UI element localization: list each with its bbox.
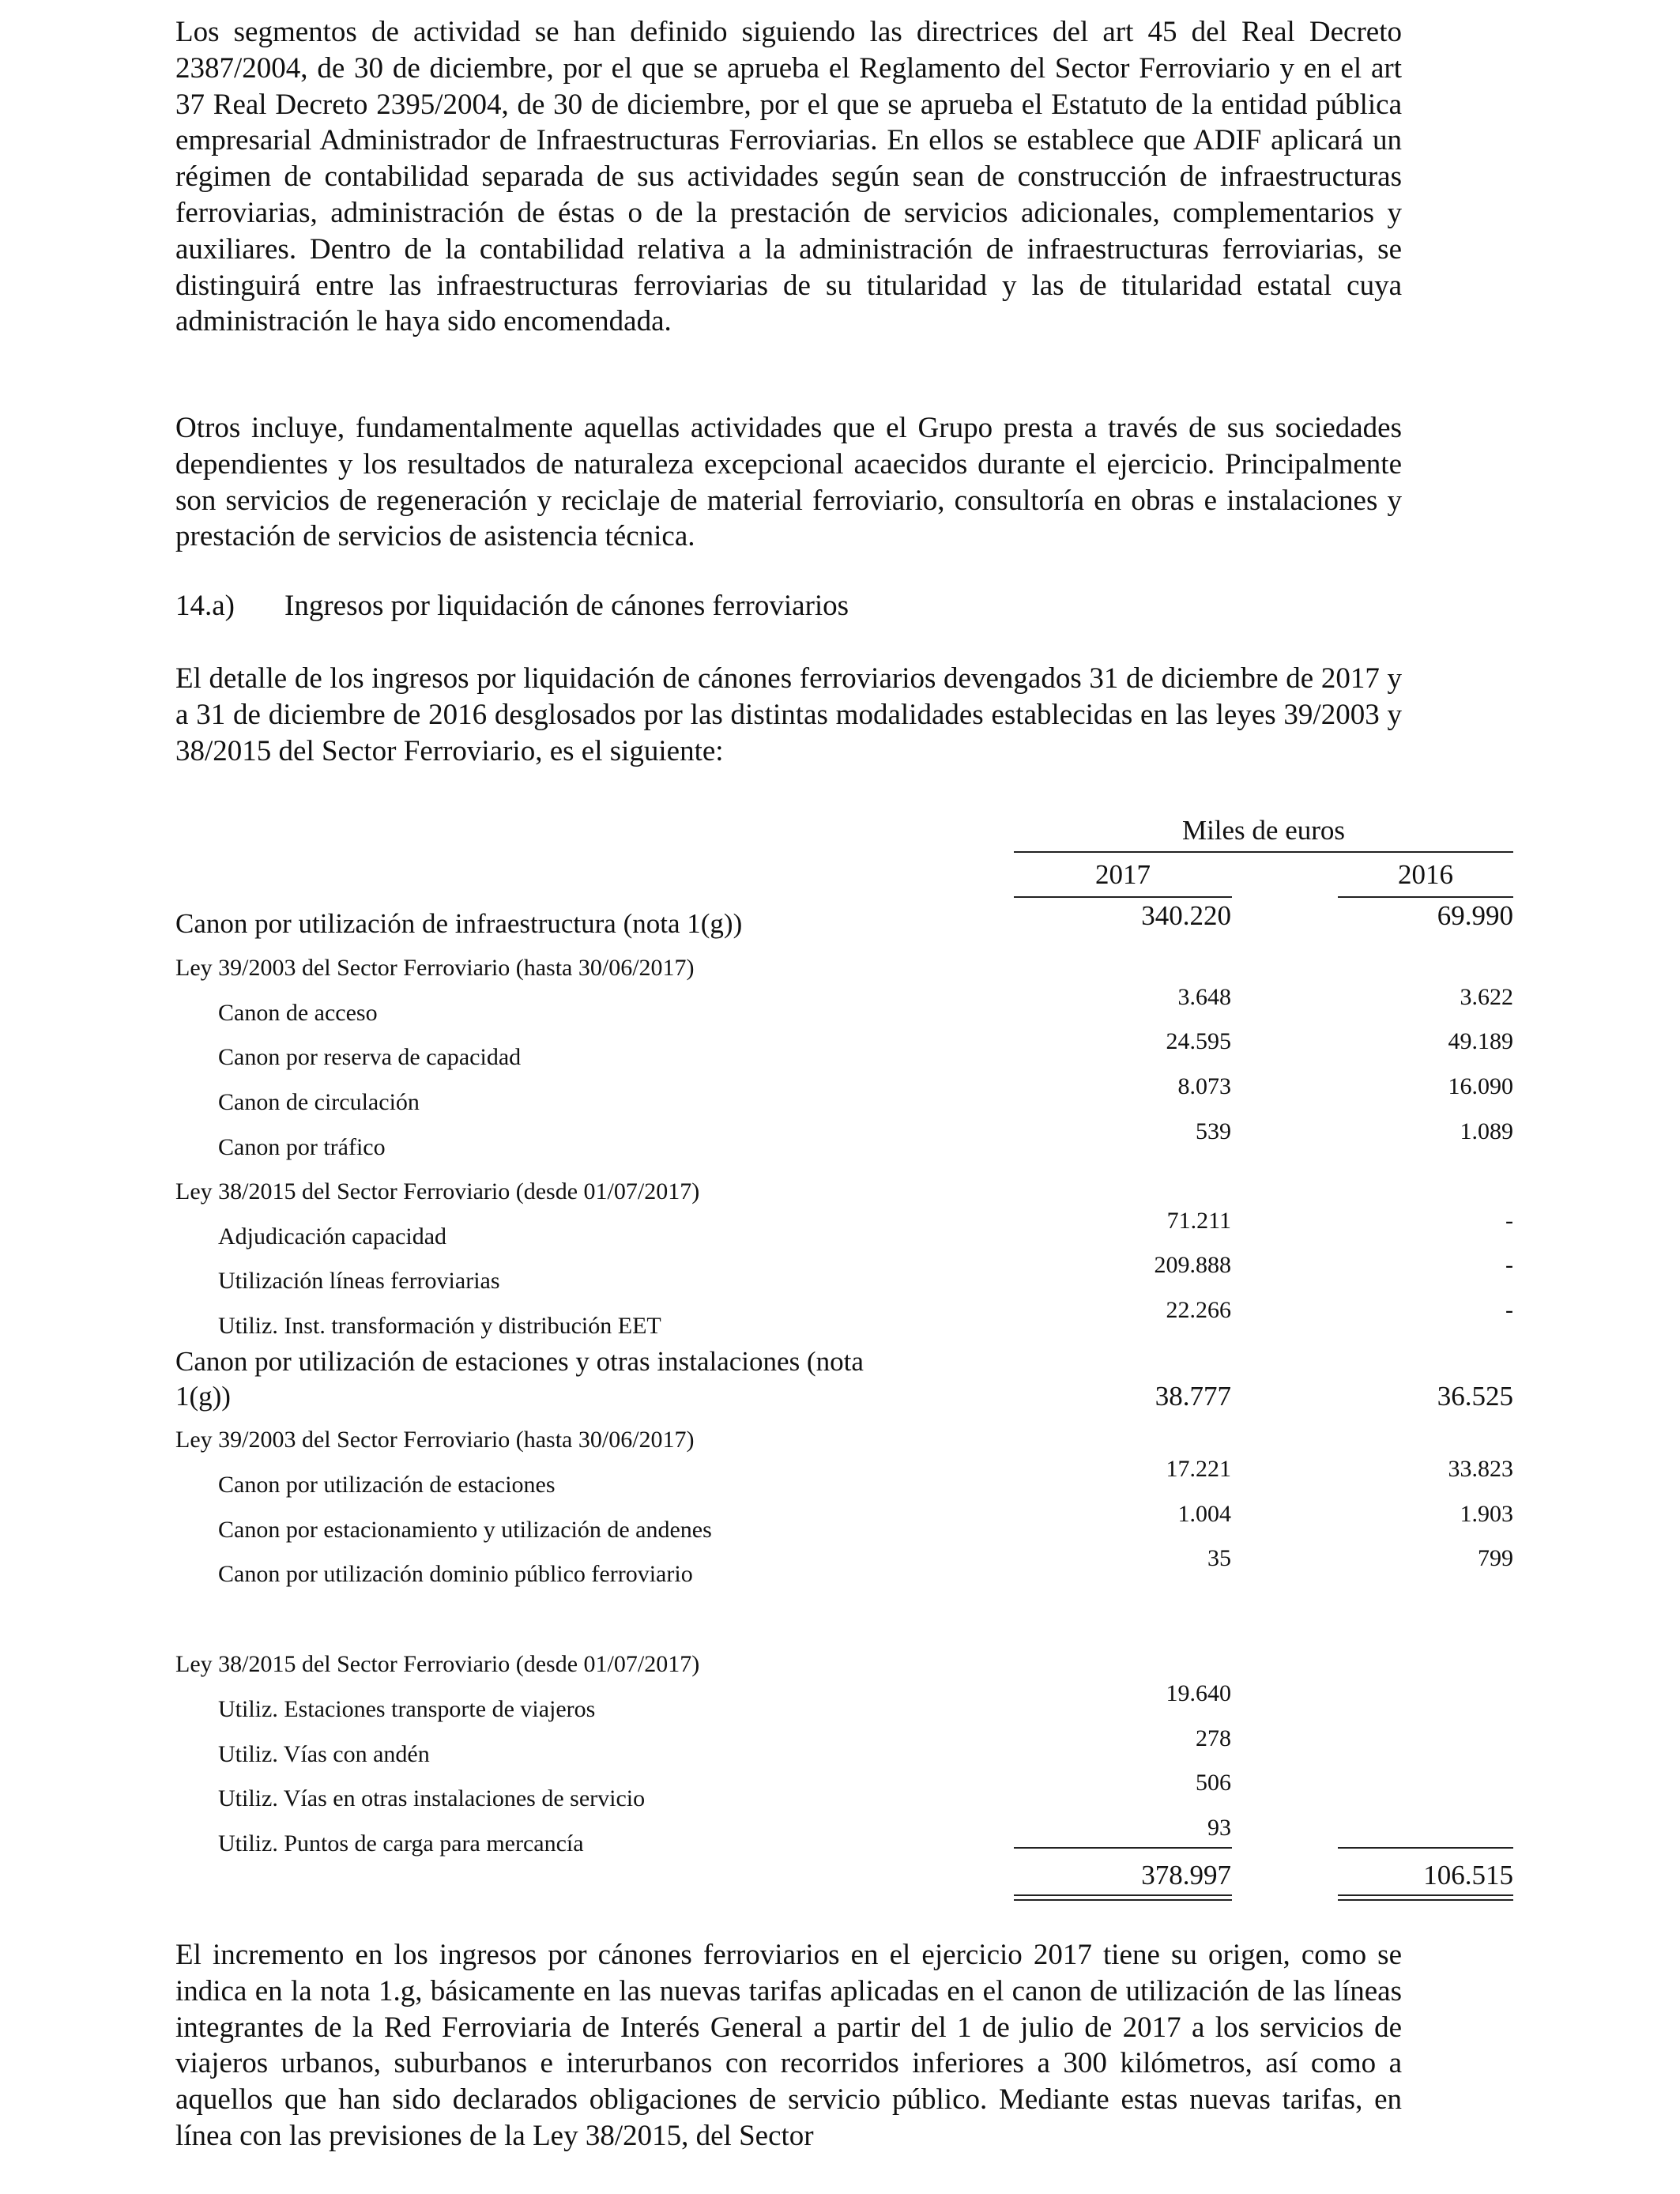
table-cell-2017: 17.221 xyxy=(1166,1456,1231,1482)
table-cell-2017: 22.266 xyxy=(1166,1297,1231,1323)
table-row-label: Utiliz. Vías en otras instalaciones de servicio xyxy=(218,1785,646,1811)
table-row-label: Utiliz. Vías con andén xyxy=(218,1741,430,1767)
paragraph-segments: Los segmentos de actividad se han definido siguiendo las directrices del art 45 del Real Decreto 2387/2004, de 30 de diciembre, por el que se aprueba el Reglamento del Sector Ferroviario y en el art 37 Real Decreto 2395/2004, de 30 de diciembre, por el que se aprueba el Estatuto de la entidad pública empresarial Administrador de Infraestructuras Ferroviarias. En ellos se establece que ADIF aplicará un régimen de contabilidad separada de sus actividades según sean de construcción de infraestructuras ferroviarias, administración de éstas o de la prestación de servicios adicionales, complementarios y auxiliares. Dentro de la contabilidad relativa a la administración de infraestructuras ferroviarias, se distinguirá entre las infraestructuras ferroviarias de su titularidad y las de titularidad estatal cuya administración le haya sido encomendada. xyxy=(175,16,1402,338)
table-row-label: Canon por estacionamiento y utilización de andenes xyxy=(218,1517,712,1543)
unit-header-rule xyxy=(1014,851,1513,853)
section-number: 14.a) xyxy=(175,590,235,622)
table-cell-2017: 38.777 xyxy=(1155,1381,1231,1412)
table-cell-2016: 1.089 xyxy=(1460,1118,1513,1144)
table-cell-2017: 278 xyxy=(1196,1725,1231,1751)
year-2017-rule xyxy=(1014,896,1232,898)
table-row-label: Utiliz. Puntos de carga para mercancía xyxy=(218,1830,584,1857)
section-title: Ingresos por liquidación de cánones ferroviarios xyxy=(284,590,849,622)
table-row-label-line2: 1(g)) xyxy=(175,1381,231,1412)
year-2017-header: 2017 xyxy=(1095,859,1151,890)
unit-header: Miles de euros xyxy=(1181,815,1346,846)
table-row-label: Utiliz. Inst. transformación y distribución EET xyxy=(218,1313,661,1339)
table-row-label: Utiliz. Estaciones transporte de viajeros xyxy=(218,1696,596,1722)
table-cell-2017: 340.220 xyxy=(1141,900,1231,931)
table-cell-2016: 1.903 xyxy=(1460,1501,1513,1527)
table-cell-2016: - xyxy=(1505,1208,1513,1234)
table-cell-2017: 8.073 xyxy=(1177,1073,1231,1099)
table-cell-2016: 33.823 xyxy=(1448,1456,1513,1482)
total-double-rule-2017 xyxy=(1014,1894,1232,1901)
table-cell-2017: 35 xyxy=(1207,1545,1231,1571)
table-cell-2016: 16.090 xyxy=(1448,1073,1513,1099)
total-2016: 106.515 xyxy=(1423,1860,1513,1891)
table-row-label: Canon por tráfico xyxy=(218,1134,386,1160)
table-row-label: Adjudicación capacidad xyxy=(218,1223,447,1250)
paragraph-detalle: El detalle de los ingresos por liquidación de cánones ferroviarios devengados 31 de diciembre de 2017 y a 31 de diciembre de 2016 desglosados por las distintas modalidades establecidas en las leyes 39/2003 y 38/2015 del Sector Ferroviario, es el siguiente: xyxy=(175,662,1402,767)
table-cell-2017: 71.211 xyxy=(1166,1208,1231,1234)
table-cell-2017: 506 xyxy=(1196,1770,1231,1796)
table-cell-2017: 19.640 xyxy=(1166,1680,1231,1706)
table-group-label: Ley 38/2015 del Sector Ferroviario (desde 01/07/2017) xyxy=(175,1651,700,1677)
table-cell-2017: 24.595 xyxy=(1166,1028,1231,1054)
table-cell-2016: - xyxy=(1505,1252,1513,1278)
total-2017: 378.997 xyxy=(1141,1860,1231,1891)
year-2016-rule xyxy=(1338,896,1513,898)
subtotal-rule-2016 xyxy=(1338,1847,1513,1849)
table-group-label: Ley 39/2003 del Sector Ferroviario (hasta 30/06/2017) xyxy=(175,1427,695,1453)
table-cell-2016: 3.622 xyxy=(1460,984,1513,1010)
table-cell-2016: - xyxy=(1505,1297,1513,1323)
table-cell-2017: 1.004 xyxy=(1177,1501,1231,1527)
table-cell-2017: 3.648 xyxy=(1177,984,1231,1010)
table-cell-2017: 93 xyxy=(1207,1815,1231,1841)
year-2016-header: 2016 xyxy=(1398,859,1453,890)
table-row-label: Canon por utilización dominio público ferroviario xyxy=(218,1561,693,1587)
table-cell-2016: 49.189 xyxy=(1448,1028,1513,1054)
table-cell-2017: 539 xyxy=(1196,1118,1231,1144)
section-heading xyxy=(175,588,849,624)
paragraph-otros: Otros incluye, fundamentalmente aquellas actividades que el Grupo presta a través de sus sociedades dependientes y los resultados de naturaleza excepcional acaecidos durante el ejercicio. Principalmente son servicios de regeneración y reciclaje de material ferroviario, consultoría en obras e instalaciones y prestación de servicios de asistencia técnica. xyxy=(175,412,1402,553)
table-group-label: Ley 39/2003 del Sector Ferroviario (hasta 30/06/2017) xyxy=(175,955,695,981)
table-row-label: Canon por utilización de estaciones xyxy=(218,1472,556,1498)
table-cell-2017: 209.888 xyxy=(1154,1252,1231,1278)
table-group-label: Ley 38/2015 del Sector Ferroviario (desde 01/07/2017) xyxy=(175,1178,700,1204)
table-row-label: Canon de circulación xyxy=(218,1089,420,1115)
subtotal-rule-2017 xyxy=(1014,1847,1232,1849)
total-double-rule-2016 xyxy=(1338,1894,1513,1901)
table-cell-2016: 69.990 xyxy=(1437,900,1513,931)
table-row-label: Canon por reserva de capacidad xyxy=(218,1044,522,1070)
table-row-label-line1: Canon por utilización de estaciones y otras instalaciones (nota xyxy=(175,1346,864,1377)
table-row-label: Canon por utilización de infraestructura (nota 1(g)) xyxy=(175,908,743,939)
table-cell-2016: 799 xyxy=(1478,1545,1513,1571)
paragraph-incremento: El incremento en los ingresos por cánones ferroviarios en el ejercicio 2017 tiene su origen, como se indica en la nota 1.g, básicamente en las nuevas tarifas aplicadas en el canon de utilización de las líneas integrantes de la Red Ferroviaria de Interés General a partir del 1 de julio de 2017 a los servicios de viajeros urbanos, suburbanos e interurbanos con recorridos inferiores a 300 kilómetros, así como a aquellos que han sido declarados obligaciones de servicio público. Mediante estas nuevas tarifas, en línea con las previsiones de la Ley 38/2015, del Sector xyxy=(175,1939,1402,2152)
table-row-label: Utilización líneas ferroviarias xyxy=(218,1268,500,1294)
table-row-label: Canon de acceso xyxy=(218,1000,378,1026)
table-cell-2016: 36.525 xyxy=(1437,1381,1513,1412)
